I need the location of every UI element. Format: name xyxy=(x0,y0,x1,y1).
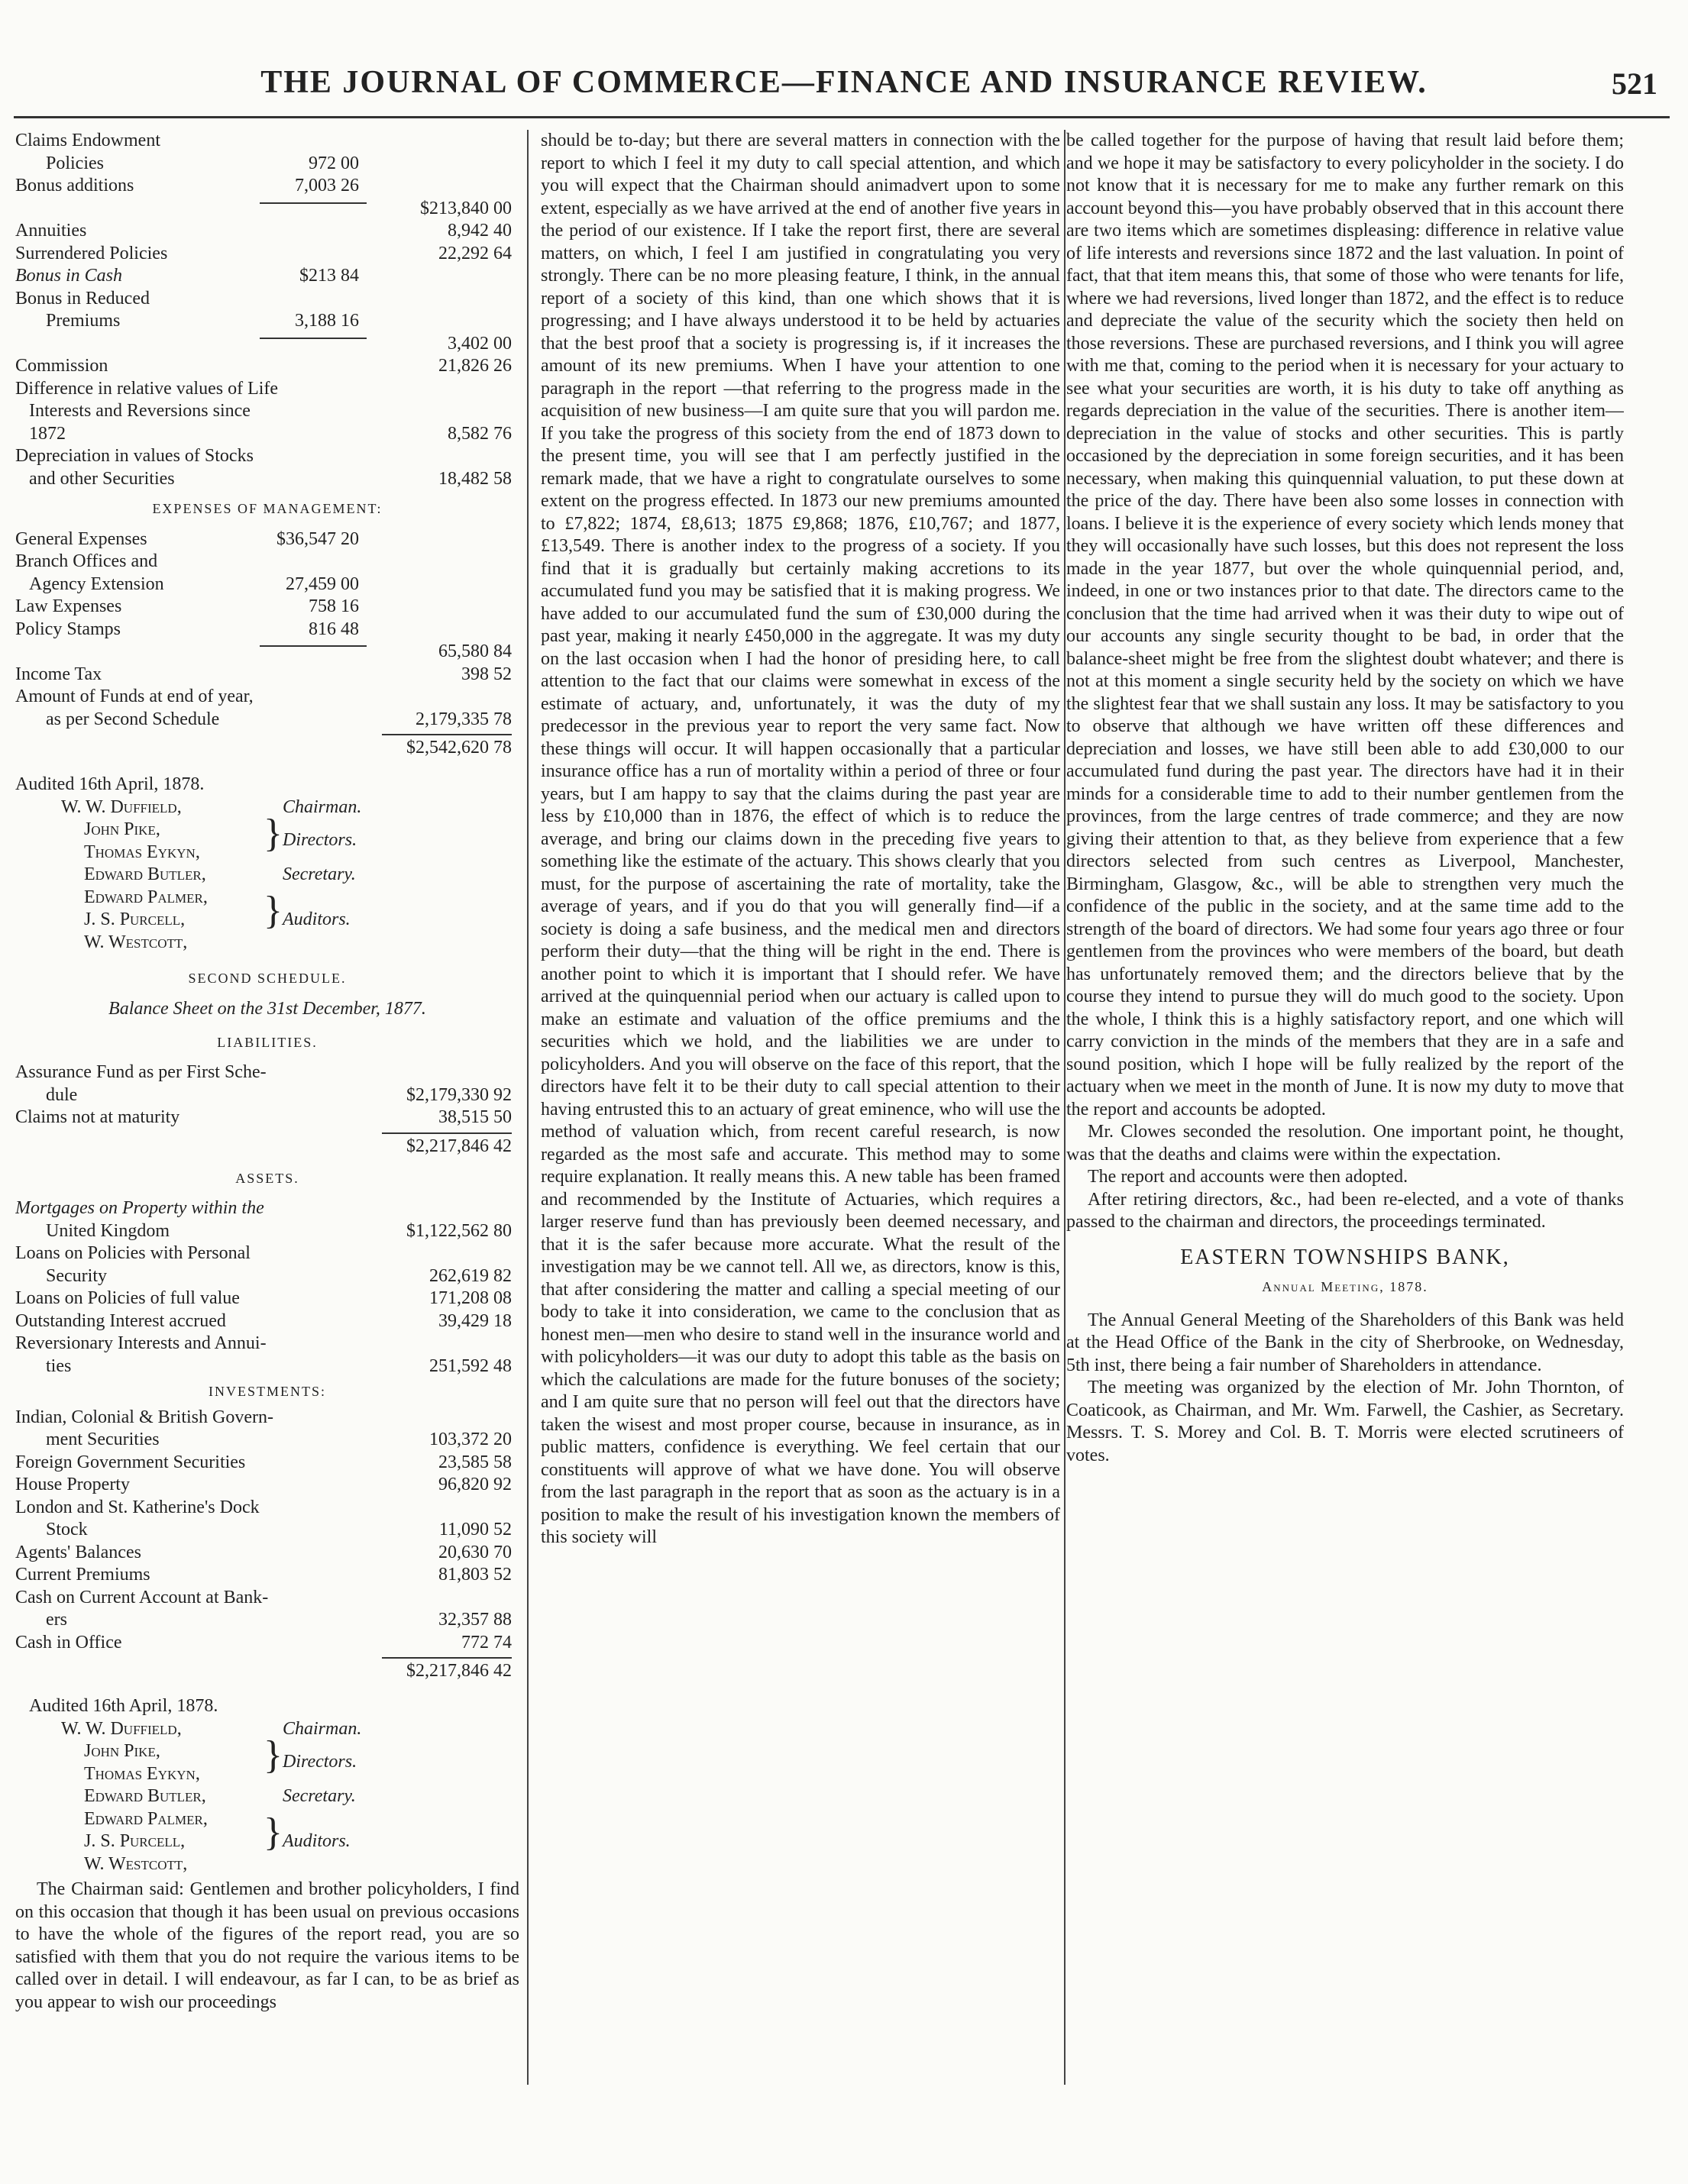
funds-label: as per Second Schedule xyxy=(46,709,220,729)
signatory-role: Directors. xyxy=(283,829,357,850)
balance-sheet-heading: Balance Sheet on the 31st December, 1877. xyxy=(108,998,426,1019)
stamps-label: Policy Stamps xyxy=(15,619,121,639)
branch-label: Branch Offices and xyxy=(15,551,158,571)
house-label: House Property xyxy=(15,1475,130,1494)
liabilities-heading: LIABILITIES. xyxy=(217,1034,318,1050)
signatory-role: Auditors. xyxy=(283,1831,351,1851)
signatory-role: Secretary. xyxy=(283,864,356,884)
cash-office-label: Cash in Office xyxy=(15,1632,122,1653)
commission-label: Commission xyxy=(15,356,108,376)
speech-paragraph: be called together for the purpose of having that result laid before them; and we hope it may be satisfactory to every policyholder in the society. I do not know that it is necessary for me to make any further remark on this account beyond this—you have probably observed that in this account there are two items which are sometimes displeasing: difference in relative value of life interests and reversions since 1872 and the last valuation. In point of fact, that that item means this, that some of those who were tenants for life, where we had reversions, lived longer than 1872, and the effect is to reduce and depreciate the value of the security which the society then held on those reversions. These are purchased reversions, and I think you will agree with me that, coming to the period when it is necessary for your actuary to see what your securities are worth, it is his duty to take off anything as regards depreciation in the value of the securities. There is another item—depreciation in the value of stocks and other securities. This is partly occasioned by the depreciation in some foreign securities, and it has been necessary, when making this quinquennial valuation, to put these down at the price of the day. There have been also some losses in connection with loans. I believe it is the experience of every society which lends money that they will occasionally have such losses, but this does not represent the loss made in the year 1877, but over the whole quinquennial period, and, indeed, in one or two instances prior to that date. The directors came to the conclusion that the time had arrived when it was their duty to wipe out of our accounts any single security thought to be bad, in order that the balance-sheet might be free from the slightest doubt whatever; and there is not at this moment a single security held by the society on which we have the slightest fear that we shall sustain any loss. It may be satisfactory to you to observe that although we have written off these differences and depreciation and losses, we have still been able to add £30,000 to our accumulated fund during the past year. The directors have had it in their minds for a considerable time to add to their number gentlemen from the provinces, from the large centres of trade commerce; and they are now giving their attention to that, as they believe from experience that a few directors selected from such centres as Liverpool, Manchester, Birmingham, Glasgow, &c., will be able to strengthen very much the confidence of the public in the society, and at the same time add to the strength of the board of directors. We had some four years ago three or four gentlemen from the provinces who were members of the board, but death has unfortunately removed them; and the directors believe that by the course they intend to pursue they will do much good to the society. Upon the whole, I think this is a highly satisfactory report, and one which will carry conviction in the minds of the members that they are in a safe and sound position, which I hope will be fully realized by the report of the actuary when we meet in the month of June. It is now my duty to move that the report and accounts be adopted. xyxy=(1066,131,1624,1119)
audited-date: Audited 16th April, 1878. xyxy=(15,774,205,794)
funds-value: 2,179,335 78 xyxy=(416,709,512,729)
sum-rule xyxy=(382,1657,512,1659)
surrendered-label: Surrendered Policies xyxy=(15,243,168,263)
assurance-label: dule xyxy=(46,1084,78,1105)
income-tax-value: 398 52 xyxy=(461,664,512,684)
journal-title: THE JOURNAL OF COMMERCE—FINANCE AND INSURANCE REVIEW. xyxy=(260,65,1428,100)
indian-value: 103,372 20 xyxy=(429,1430,512,1449)
depreciation-label: Depreciation in values of Stocks xyxy=(15,446,254,466)
column-accounts: Claims Endowment Policies 972 00 Bonus additions 7,003 26 $213,840 00 Annuities 8,942 40 Surrendered Policies 22,292 64 Bonus in Cash $213 84 Bonus in Reduced Premiums 3,188 16 3,402 00 Commission 21,826 26 Difference in relative values of Life Interests and Reversions since 1872 8,582 76 Depreciation in values of Stocks and other Securities 18,482 58 EXPENSES OF MANAGEMENT: General Expenses $36,547 20 Branch Offices and Agency Extension 27,459 00 Law Expenses 758 16 Policy Stamps 816 48 65,580 84 Income Tax 398 52 Amount of Funds at end of year, as per Second Schedule 2,179,335 78 $2,542,620 78 Audited 16th April, 1878. W. W. Duffield, Chairman. John Pike, } Thomas Eykyn, Directors. Edward Butler, Secretary. Edward Palmer, } J. S. Purcell, Auditors. W. Westcott, SECOND SCHEDULE. Balance Sheet on the 31st December, 1877. LIABILITIES. Assurance Fund as per First Sche- dule $2,179,330 92 Claims not at maturity 38,515 50 $2,217,846 42 ASSETS. Mortgages on Property within the United Kingdom $1,122,562 80 Loans on Policies with Personal Security 262,619 82 Loans on Policies of full value 171,208 08 Outstanding Interest accrued 39,429 18 Reversionary Interests and Annui- ties 251,592 48 INVESTMENTS: Indian, Colonial & British Govern- ment Securities 103,372 20 Foreign Government Securities 23,585 58 House Property 96,820 92 London and St. Katherine's Dock Stock 11,090 52 Agents' Balances 20,630 70 Current Premiums 81,803 52 Cash on Current Account at Bank- ers 32,357 88 Cash in Office 772 74 $2,217,846 42 Audited 16th April, 1878. W. W. Duffield, Chairman. John Pike, } Thomas Eykyn, Directors. Edward Butler, Secretary. Edward Palmer, } J. S. Purcell, Auditors. W. Westcott, The Chairman said: Gentlemen and brother policyholders, I find on this occasion that though it has been usual on previous occasions to have the whole of the figures of the report read, you are so satisfied with them that you do not require the various items to be called over in detail. I will endeavour, as far I can, to be as brief as you appear to wish our proceedings xyxy=(15,130,519,2161)
claims-policies-label: Policies xyxy=(46,153,104,173)
mortgages-value: $1,122,562 80 xyxy=(406,1220,512,1241)
column-divider xyxy=(1064,130,1066,2085)
signatory-role: Secretary. xyxy=(283,1786,356,1806)
grand-total: $2,542,620 78 xyxy=(406,738,512,758)
claims-not-value: 38,515 50 xyxy=(438,1107,512,1127)
closing-paragraph: After retiring directors, &c., had been re-elected, and a vote of thanks passed to the chairman and directors, the proceedings terminated. xyxy=(1066,1189,1624,1232)
signatory-name: Edward Butler, xyxy=(84,1786,206,1806)
bonus-additions-label: Bonus additions xyxy=(15,176,134,195)
funds-label: Amount of Funds at end of year, xyxy=(15,687,254,706)
speech-paragraph: should be to-day; but there are several matters in connection with the report to which I feel it my duty to call special attention, and which you will expect that the Chairman should animadvert upon to some extent, especially as we have arrived at the end of another five years in the period of our existence. If I take the report first, there are several matters, on which, I feel I am justified in congratulating you very strongly. There can be no more pleasing feature, I think, in the annual report of a society of this kind, than one which shows that it is progressing; and I have always understood it to be held by actuaries that the best proof that a society is progressing is, if it increases the amount of its new premiums. When I have your attention to one paragraph in the report —that referring to the progress made in the acquisition of new business—I am quite sure that you will pardon me. If you take the progress of this society from the end of 1873 down to the present time, you will see that I am perfectly justified in the remark made, that we have a right to congratulate ourselves to some extent on the progress effected. In 1873 our new premiums amounted to £7,822; 1874, £8,613; 1875 £9,868; 1876, £10,767; and 1877, £13,549. There is another index to the progress of a society. If you find that it is gradually but certainly making accretions to its accumulated fund you may be satisfied that it is making progress. We have added to our accumulated fund the sum of £30,000 during the past year, making it nearly £450,000 in the aggregate. It was my duty on the last occasion when I had the honor of presiding here, to call attention to the fact that our claims were somewhat in excess of the estimate of actuary, and, unfortunately, it was the duty of my predecessor in the previous year to report the very same fact. Now these things will occur. It will happen occasionally that a particular insurance office has a run of mortality within a period of three or four years, but I am happy to say that the claims during the past year are less by £10,000 than in 1876, the effect of which is to reduce the average, and bring our claims down in the preceding five years to something like the estimate of the actuary. This shows clearly that you must, for the purpose of ascertaining the rate of mortality, take the average of years, and if you do that you will generally find—if a society is doing a safe business, and the medical men and directors perform their duty—that the thing will be right in the end. There is another point to which it is important that I should refer. We have arrived at the quinquennial period when our actuary is called upon to make an estimate and valuation of the office premiums and the securities which we hold, and the liabilities we are under to policyholders. And you will observe on the face of this report, that the directors have felt it to be their duty to call special attention to their having entrusted this to an actuary of great eminence, who will use the method of valuation which, from recent careful research, is now regarded as the most safe and accurate. This method may to some require explanation. It really means this. A new table has been framed and recommended by the Institute of Actuaries, which requires a larger reserve fund than has previously been deemed necessary, and that it is the safer because more accurate. What the result of the investigation may be we cannot tell. All we, as directors, know is this, that after considering the matter and calling a special meeting of our body to take it into consideration, we came to the conclusion that as honest men—men who desire to stand well in the insurance world and with policyholders—it was our duty to adopt this table as the basis on which the calculations are made for the future bonuses of the society; and I am quite sure that no person will feel out that the directors have taken the wisest and most proper course, because in insurance, as in public matters, confidence is everything. We feel certain that our constituents will approve of what we have done. You will observe from the last paragraph in the report that as soon as the actuary is in a position to make the result of his investigation known the members of this society will xyxy=(541,131,1060,1547)
bonus-reduced-label: Bonus in Reduced xyxy=(15,288,150,309)
reversionary-label: ties xyxy=(46,1355,72,1376)
premiums-label: Premiums xyxy=(46,311,121,331)
general-expenses-value: $36,547 20 xyxy=(276,528,359,549)
header-rule xyxy=(14,116,1670,118)
bonus-additions-value: 7,003 26 xyxy=(295,176,359,195)
assets-total: $2,217,846 42 xyxy=(406,1661,512,1681)
outstanding-value: 39,429 18 xyxy=(438,1310,512,1331)
claims-policies-value: 972 00 xyxy=(309,153,359,173)
current-premiums-label: Current Premiums xyxy=(15,1565,150,1585)
agents-value: 20,630 70 xyxy=(438,1542,512,1562)
branch-value: 27,459 00 xyxy=(286,573,359,594)
signatory-name: John Pike, xyxy=(84,1741,160,1761)
column-divider xyxy=(527,130,529,2085)
signatory-role: Auditors. xyxy=(283,909,351,929)
current-premiums-value: 81,803 52 xyxy=(438,1565,512,1585)
loans-personal-label: Security xyxy=(46,1265,107,1286)
loans-personal-value: 262,619 82 xyxy=(429,1265,512,1286)
loans-full-label: Loans on Policies of full value xyxy=(15,1288,240,1308)
signatory-name: Thomas Eykyn, xyxy=(84,842,200,862)
income-tax-label: Income Tax xyxy=(15,664,102,684)
difference-value: 8,582 76 xyxy=(448,423,512,444)
bonus-cash-label: Bonus in Cash xyxy=(15,266,123,286)
signatory-name: W. W. Duffield, xyxy=(61,796,182,817)
london-label: Stock xyxy=(46,1520,88,1539)
indian-label: Indian, Colonial & British Govern- xyxy=(15,1407,273,1427)
annuities-label: Annuities xyxy=(15,221,87,241)
reversionary-value: 251,592 48 xyxy=(429,1355,512,1376)
signatory-name: John Pike, xyxy=(84,819,160,839)
page-header xyxy=(15,55,1673,124)
investments-heading: INVESTMENTS: xyxy=(209,1384,326,1399)
second-schedule-heading: SECOND SCHEDULE. xyxy=(188,971,347,986)
bonus-cash-value: $213 84 xyxy=(299,266,359,286)
premiums-value: 3,188 16 xyxy=(295,311,359,331)
sum-rule xyxy=(260,202,367,204)
difference-label: Difference in relative values of Life xyxy=(15,378,279,399)
cash-current-label: ers xyxy=(46,1610,67,1630)
difference-label: Interests and Reversions since xyxy=(29,401,251,421)
mortgages-label: United Kingdom xyxy=(46,1220,170,1241)
cash-current-label: Cash on Current Account at Bank- xyxy=(15,1587,269,1607)
cash-current-value: 32,357 88 xyxy=(438,1610,512,1630)
indian-label: ment Securities xyxy=(46,1430,160,1449)
house-value: 96,820 92 xyxy=(438,1475,512,1494)
bank-meeting-subheading: Annual Meeting, 1878. xyxy=(1262,1279,1428,1294)
surrendered-value: 22,292 64 xyxy=(438,243,512,263)
reversionary-label: Reversionary Interests and Annui- xyxy=(15,1333,267,1353)
expenses-heading: EXPENSES OF MANAGEMENT: xyxy=(152,501,383,516)
loans-full-value: 171,208 08 xyxy=(429,1288,512,1308)
chairman-speech: The Chairman said: Gentlemen and brother policyholders, I find on this occasion that though it has been usual on previous occasions to have the whole of the figures of the report read, you are so satisfied with them that you do not require the various items to be called over in detail. I will endeavour, as far I can, to be as brief as you appear to wish our proceedings xyxy=(15,1879,519,2012)
outstanding-label: Outstanding Interest accrued xyxy=(15,1310,226,1331)
signatory-name: Edward Palmer, xyxy=(84,887,208,907)
signatory-name: W. Westcott, xyxy=(84,1853,188,1874)
difference-label: 1872 xyxy=(29,423,66,444)
agents-label: Agents' Balances xyxy=(15,1542,141,1562)
mortgages-label: Mortgages on Property within the xyxy=(15,1198,264,1218)
london-value: 11,090 52 xyxy=(438,1520,512,1539)
signatory-role: Directors. xyxy=(283,1751,357,1772)
assurance-value: $2,179,330 92 xyxy=(406,1084,512,1105)
adopted-paragraph: The report and accounts were then adopted. xyxy=(1088,1167,1408,1187)
bonus-total: $213,840 00 xyxy=(420,198,512,218)
foreign-label: Foreign Government Securities xyxy=(15,1452,246,1472)
london-label: London and St. Katherine's Dock xyxy=(15,1497,260,1517)
sum-rule xyxy=(382,1132,512,1134)
signatory-name: Edward Butler, xyxy=(84,864,206,884)
signatory-role: Chairman. xyxy=(283,1718,362,1739)
depreciation-label: and other Securities xyxy=(29,468,175,489)
assurance-label: Assurance Fund as per First Sche- xyxy=(15,1062,267,1082)
signatory-name: W. Westcott, xyxy=(84,932,188,952)
bank-heading: EASTERN TOWNSHIPS BANK, xyxy=(1180,1245,1510,1269)
loans-personal-label: Loans on Policies with Personal xyxy=(15,1243,251,1263)
law-value: 758 16 xyxy=(309,596,359,616)
depreciation-value: 18,482 58 xyxy=(438,468,512,489)
column-speech xyxy=(541,130,1060,2161)
annuities-value: 8,942 40 xyxy=(448,221,512,241)
signatory-name: J. S. Purcell, xyxy=(84,909,186,929)
claims-not-label: Claims not at maturity xyxy=(15,1107,180,1127)
expenses-total: 65,580 84 xyxy=(438,641,512,661)
sum-rule xyxy=(260,645,367,647)
audited-date: Audited 16th April, 1878. xyxy=(29,1696,218,1716)
general-expenses-label: General Expenses xyxy=(15,528,147,549)
signatory-role: Chairman. xyxy=(283,796,362,817)
bank-paragraph: The meeting was organized by the election of Mr. John Thornton, of Coaticook, as Chairman, and Mr. Wm. Farwell, the Cashier, as Secretary. Messrs. T. S. Morey and Col. B. T. Morris were elected scrutineers of votes. xyxy=(1066,1378,1624,1465)
sum-rule xyxy=(260,338,367,339)
liabilities-total: $2,217,846 42 xyxy=(406,1136,512,1156)
claims-label: Claims Endowment xyxy=(15,131,160,150)
foreign-value: 23,585 58 xyxy=(438,1452,512,1472)
signatory-name: J. S. Purcell, xyxy=(84,1831,186,1851)
page-number: 521 xyxy=(1612,66,1657,101)
signatory-name: Thomas Eykyn, xyxy=(84,1763,200,1784)
stamps-value: 816 48 xyxy=(309,619,359,639)
assets-heading: ASSETS. xyxy=(235,1170,299,1186)
bonus-sub-total: 3,402 00 xyxy=(448,333,512,354)
law-label: Law Expenses xyxy=(15,596,122,616)
branch-label: Agency Extension xyxy=(29,573,164,594)
commission-value: 21,826 26 xyxy=(438,356,512,376)
seconded-paragraph: Mr. Clowes seconded the resolution. One important point, he thought, was that the deaths and claims were within the expectation. xyxy=(1066,1122,1624,1165)
signatory-name: Edward Palmer, xyxy=(84,1808,208,1829)
sum-rule xyxy=(382,734,512,735)
column-speech-continued xyxy=(1066,130,1624,2161)
signatory-name: W. W. Duffield, xyxy=(61,1718,182,1739)
bank-paragraph: The Annual General Meeting of the Shareholders of this Bank was held at the Head Office of the Bank in the city of Sherbrooke, on Wednesday, 5th inst, there being a fair number of Shareholders in attendance. xyxy=(1066,1310,1624,1375)
cash-office-value: 772 74 xyxy=(461,1632,512,1653)
